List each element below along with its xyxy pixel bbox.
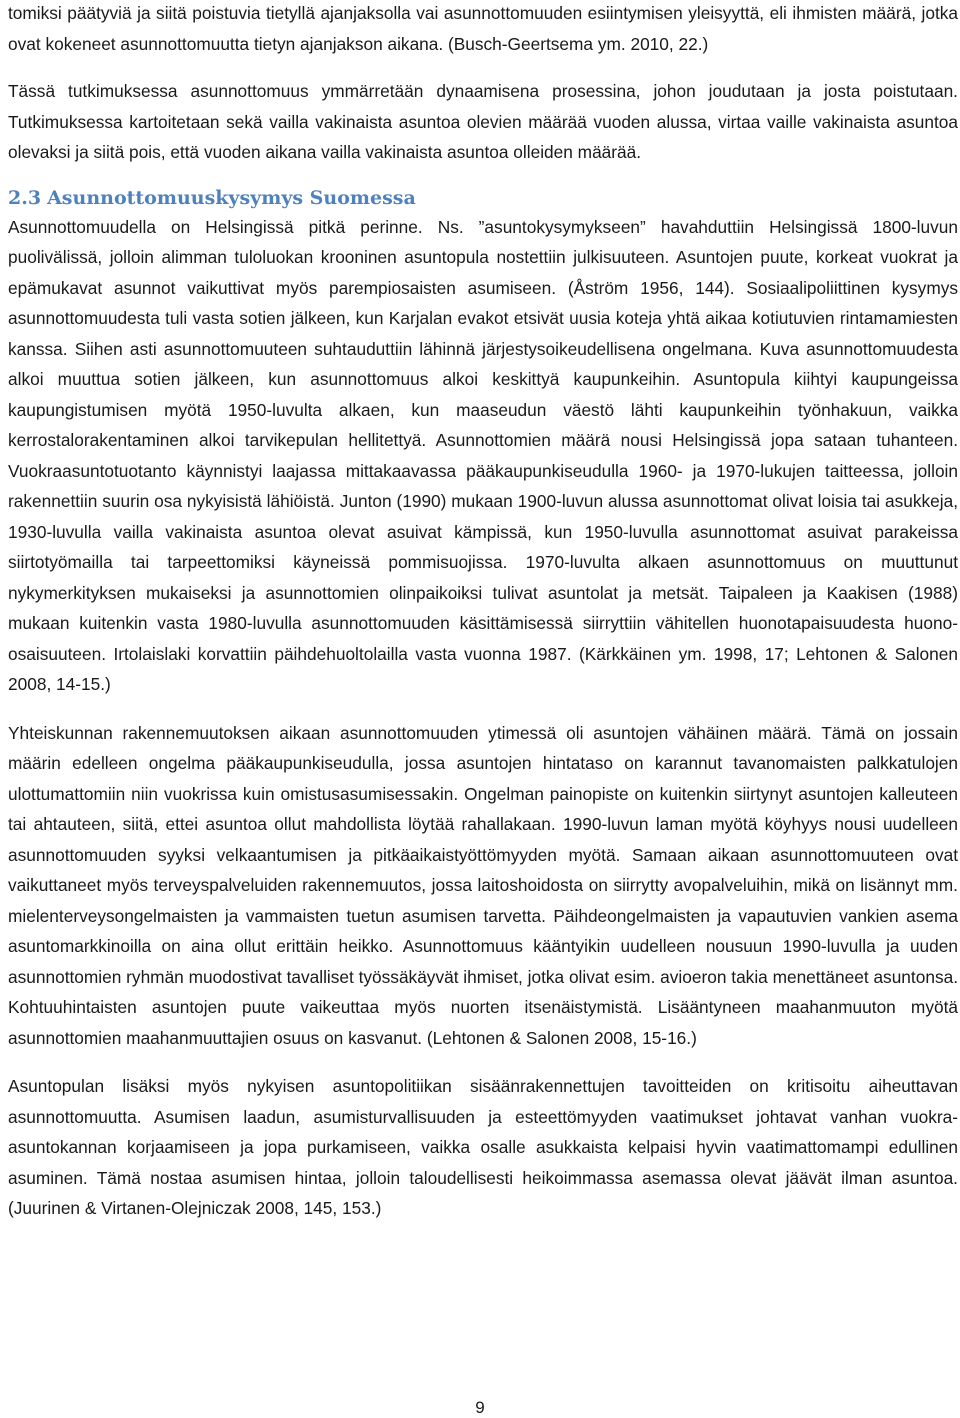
paragraph-housing-policy: Asuntopulan lisäksi myös nykyisen asuntopolitiikan sisäänrakennettujen tavoitteiden on kritisoitu aiheuttavan asunnottomuutta. Asumisen laadun, asumisturvallisuuden ja esteettömyyden vaatimukset johtavat vanhan vuokra-asuntokannan korjaamiseen ja jopa purkamiseen, vaikka osalle asukkaista kelpaisi hyvin vaatimattomampi edullinen asuminen. Tämä nostaa asumisen hintaa, jolloin taloudellisesti heikoimmassa asemassa olevat jäävät ilman asuntoa. (Juurinen & Virtanen-Olejniczak 2008, 145, 153.) xyxy=(8,1076,958,1218)
section-heading xyxy=(8,184,958,212)
section-number: 2.3 xyxy=(8,186,42,209)
section-title: Asunnottomuuskysymys Suomessa xyxy=(47,186,416,209)
page-number: 9 xyxy=(475,1398,485,1417)
document-page xyxy=(8,0,958,1224)
paragraph-definition: Tässä tutkimuksessa asunnottomuus ymmärretään dynaamisena prosessina, johon joudutaan ja josta poistutaan. Tutkimuksessa kartoitetaan sekä vailla vakinaista asuntoa olevien määrää vuoden alussa, virtaa vaille vakinaista asuntoa olevaksi ja siitä pois, että vuoden aikana vailla vakinaista asuntoa olleiden määrää. xyxy=(8,81,958,162)
paragraph-intro-tail: tomiksi päätyviä ja siitä poistuvia tietyllä ajanjaksolla vai asunnottomuuden esiintymisen yleisyyttä, eli ihmisten määrä, jotka ovat kokeneet asunnottomuutta tietyn ajanjakson aikana. (Busch-Geertsema ym. 2010, 22.) xyxy=(8,3,958,54)
paragraph-structural-change: Yhteiskunnan rakennemuutoksen aikaan asunnottomuuden ytimessä oli asuntojen vähäinen määrä. Tämä on jossain määrin edelleen ongelma pääkaupunkiseudulla, jossa asuntojen hintataso on karannut tavanomaisten palkkatulojen ulottumattomiin niin vuokrissa kuin omistusasumisessakin. Ongelman painopiste on kuitenkin siirtynyt asuntojen kalleuteen tai ahtauteen, siitä, ettei asuntoa ollut mahdollista löytää rahallakaan. 1990-luvun laman myötä köyhyys nousi uudelleen asunnottomuuden syyksi velkaantumisen ja pitkäaikaistyöttömyyden myötä. Samaan aikaan asunnottomuuteen ovat vaikuttaneet myös terveyspalveluiden rakennemuutos, jossa laitoshoidosta on siirrytty avopalveluihin, mikä on lisännyt mm. mielenterveysongelmaisten ja vammaisten tuetun asumisen tarvetta. Päihdeongelmaisten ja vapautuvien vankien asema asuntomarkkinoilla on aina ollut erittäin heikko. Asunnottomuus kääntyikin uudelleen nousuun 1990-luvulla ja uuden asunnottomien ryhmän muodostivat tavalliset työssäkäyvät ihmiset, jotka olivat esim. avioeron takia menettäneet asuntonsa. Kohtuuhintaisten asuntojen puute vaikeuttaa myös nuorten itsenäistymistä. Lisääntyneen maahanmuuton myötä asunnottomien maahanmuuttajien osuus on kasvanut. (Lehtonen & Salonen 2008, 15-16.) xyxy=(8,722,958,1048)
paragraph-history: Asunnottomuudella on Helsingissä pitkä perinne. Ns. ”asuntokysymykseen” havahduttiin Helsingissä 1800-luvun puolivälissä, jolloin alimman tuloluokan krooninen asuntopula nostettiin julkisuuteen. Asuntojen puute, korkeat vuokrat ja epämukavat asunnot vaikuttivat myös parempiosaisten asumiseen. (Åström 1956, 144). Sosiaalipoliittinen kysymys asunnottomuudesta tuli vasta sotien jälkeen, kun Karjalan evakot etsivät uusia koteja yhtä aikaa kotiutuvien rintamamiesten kanssa. Siihen asti asunnottomuuteen suhtauduttiin lähinnä järjestysoikeudellisena ongelmana. Kuva asunnottomuudesta alkoi muuttua sotien jälkeen, kun asunnottomuus alkoi keskittyä kaupunkeihin. Asuntopula kiihtyi kaupungeissa kaupungistumisen myötä 1950-luvulta alkaen, kun maaseudun väestö lähti kaupunkeihin työnhakuun, vaikka kerrostalorakentaminen alkoi tarvikepulan hellitettyä. Asunnottomien määrä nousi Helsingissä jopa sataan tuhanteen. Vuokraasuntotuotanto käynnistyi laajassa mittakaavassa pääkaupunkiseudulla 1960- ja 1970-lukujen taitteessa, jolloin rakennettiin suurin osa nykyisistä lähiöistä. Junton (1990) mukaan 1900-luvun alussa asunnottomat olivat loisia tai asukkeja, 1930-luvulla vailla vakinaista asuntoa olevat asuivat kämpissä, kun 1950-luvulla asunnottomat asuivat parakeissa siirtotyömailla tai tarpeettomiksi käyneissä pommisuojissa. 1970-luvulta alkaen asunnottomuus on muuttunut nykymerkityksen mukaiseksi ja asunnottomien olinpaikoiksi tulivat asuntolat ja metsät. Taipaleen ja Kaakisen (1988) mukaan kuitenkin vasta 1980-luvulla asunnottomuuden käsittämisessä siirryttiin vähitellen huonotapaisuudesta huono-osaisuuteen. Irtolaislaki korvattiin päihdehuoltolailla vasta vuonna 1987. (Kärkkäinen ym. 1998, 17; Lehtonen & Salonen 2008, 14-15.) xyxy=(8,216,958,694)
